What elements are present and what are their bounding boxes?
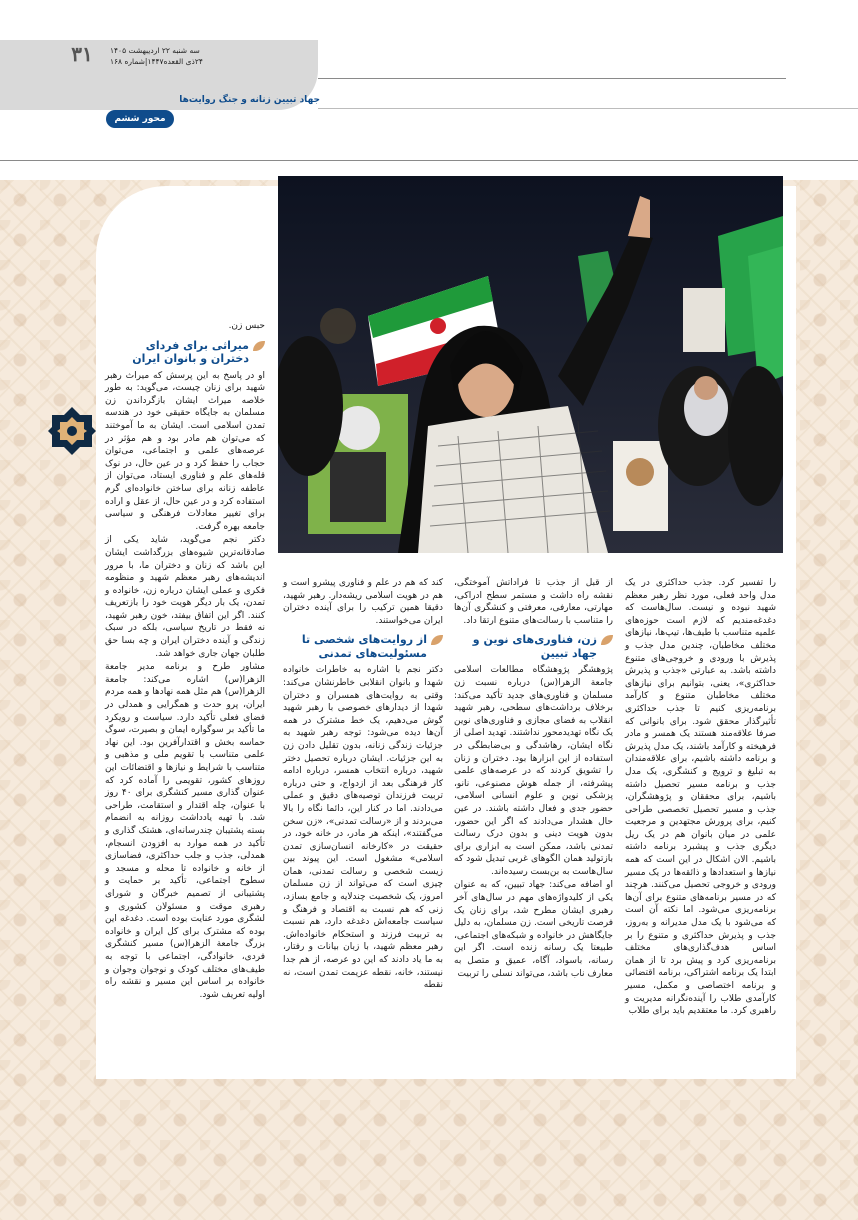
header-rule-bottom: [318, 108, 858, 109]
paragraph: او در پاسخ به این پرسش که میراث رهبر شهید برای زنان چیست، می‌گوید: به طور خلاصه میراث ایشان بازگرداندن زن مسلمان به جایگاه حقیقی خود در هندسه تمدن اسلامی است. ایشان به ما آموختند که می‌توان هم مادر بود و هم مؤثر در عرصه‌های علمی و اجتماعی، می‌توان حجاب را حفظ کرد و در عین حال، در نوک قله‌های علم و فناوری ایستاد، می‌توان از عاطفه زنانه برای ساختن خانواده‌ای گرم استفاده کرد و در عین حال، از عقل و اراده برای تغییر معادلات فرهنگی و سیاسی جامعه بهره گرفت.: [105, 370, 265, 532]
column-left: [105, 320, 265, 1002]
heading-text: میراثی برای فردای دختران و بانوان ایران: [132, 338, 249, 366]
axis-badge: محور ششم: [106, 110, 174, 128]
heading-personal-narratives: [283, 633, 443, 660]
bullet-icon: [431, 635, 443, 645]
paragraph: را تفسیر کرد. جذب حداکثری در یک مدل واحد فعلی، مورد نظر رهبر معظم شهید نبوده و نیست. سال‌هاست که دغدغه‌مندیم که لازم است حوزه‌های علمیه متناسب با طیف‌ها، تیپ‌ها، نیازهای مختلف مخاطبان، چندین مدل جذب و پذیرش با ورودی و خروجی‌های متنوع داشته باشد. به عبارتی «جذب و پذیرش حداکثری»، یعنی، بتوانیم برای نیازهای مختلف مخاطبان متنوع و کارآمد برنامه‌ریزی کنیم تا جذب حداکثری تأثیرگذار محقق شود. برای بانوانی که صرفا علاقه‌مند هستند یک همسر و مادر فرهیخته و کارآمد باشند، یک مدل پذیرش و برنامه داشته باشیم، برای علاقه‌مندان به تبلیغ و ترویج و کنشگری، یک مدل جذب و برنامه مسیر تحصیل داشته باشیم، برای محققان و پژوهشگران، جذب و مسیر تحصیل تخصصی طراحی کنیم، برای پرورش مجتهدین و مرجعیت علمی در میان بانوان هم در یک ریل دیگری جذب و پیشبرد برنامه داشته باشیم. الان اشکال در این است که همه نیازها و استعدادها و ذائقه‌ها در یک مسیر ورودی و خروجی تحصیل می‌کنند. هرچند که در مسیر برنامه‌های متنوع برای آن‌ها برنامه‌ریزی می‌شود. اما نکته آن است که می‌شود با یک مدل مدیرانه و به‌روز، جذب و پذیرش حداکثری و متنوع را بر اساس هدف‌گذاری‌های مختلف برنامه‌ریزی کرد و پیش برد تا از همان ابتدا یک برنامه اشتراکی، برنامه اقتضائی و برنامه اختصاصی و مکمل، مسیر کارآمدی طلاب را آینده‌نگرانه مدیریت و راهبری کرد. ما معتقدیم باید برای طلاب: [625, 578, 776, 1017]
paragraph: او اضافه می‌کند: جهاد تبیین، که به عنوان یکی از کلیدواژه‌های مهم در سال‌های آخر رهبری ایشان مطرح شد، برای زنان یک فرصت تاریخی است. زن مسلمان، به دلیل جایگاهش در خانواده و شبکه‌های اجتماعی، طبیعتا یک رسانه زنده است. اگر این رسانه، باسواد، آگاه، عمیق و متصل به معارف ناب باشد، می‌تواند نسلی را تربیت: [454, 880, 613, 979]
women-rally-photo: [278, 176, 783, 553]
column-right: [625, 577, 776, 1019]
paragraph: مشاور طرح و برنامه مدیر جامعة الزهرا(س) اشاره می‌کند: جامعة الزهرا(س) هم مثل همه نهادها و همه مردم ایران، پرو حدت و همگرایی و همدلی در فضای فعلی تأکید دارد. سیاست و رویکرد ما تأکید بر سوگواره ایمان و بصیرت، سوگ حماسه بخش و اقتدارآفرین بود. این نهاد علمی متناسب با تقویم ملی و مذهبی و متناسب با شرایط و نیازها و اقتضائات این روزهای کشور، تقویمی را آماده کرد که عنوان گذاری مسیر کنشگری برای ۴۰ روز با عنوان، چله اقتدار و استقامت، طراحی شد. با تهیه یادداشت روزانه به انضمام بسته پشتیبان چندرسانه‌ای، هشتک گذاری و تأکید در همه موارد به افزودن انسجام، همدلی، جذب و جلب حداکثری، فضاسازی از خانه و خانواده تا محله و مسجد و سطوح اجتماعی، تأکید بر حمایت و پشتیبانی از تصمیم خبرگان و شورای رهبری موقت و مسئولان کشوری و لشگری مورد عنایت بوده است. دغدغه این بوده که مشترک برای کل ایران و خانواده بزرگ جامعة الزهرا(س) مسیر کنشگری فردی، خانوادگی، اجتماعی با توجه به طیف‌های مختلف کودک و نوجوان وجوان و خانواده بر اساس این مسیر و نقشه راه اولیه تعریف شود.: [105, 662, 265, 1000]
paragraph: کند که هم در علم و فناوری پیشرو است و هم در هویت اسلامی ریشه‌دار. رهبر شهید، دقیقا همین ترکیب را برای آینده دختران ایران می‌خواستند.: [283, 578, 443, 626]
paragraph-tail: حبس زن.: [228, 321, 265, 331]
date-line-1: سه شنبه ۲۲ اردیبهشت ۱۴۰۵: [110, 46, 200, 55]
section-title: جهاد تبیین زنانه و جنگ روایت‌ها: [179, 95, 320, 105]
ornament-icon: [46, 405, 98, 457]
paragraph: دکتر نجم می‌گوید، شاید یکی از صادقانه‌ترین شیوه‌های بزرگداشت ایشان این باشد که زنان و دختران ما، با مرور اندیشه‌های رهبر معظم شهید و منظومه فکری و عملی ایشان درباره زن، خانواده و تمدن، یک بار دیگر هویت خود را بازتعریف کنند. اگر این اتفاق بیفتد، خون رهبر شهید، نه فقط در تاریخ سیاسی، بلکه در سبک زندگی و آینده دختران ایران و چه بسا حق طلبان جهان جاری خواهد شد.: [105, 535, 265, 659]
bullet-icon: [601, 635, 613, 645]
paragraph: دکتر نجم با اشاره به خاطرات خانواده شهدا و بانوان انقلابی خاطرنشان می‌کند: وقتی به روایت‌های همسران و دختران شهدا از دیدارهای خصوصی با رهبر شهید گوش می‌دهیم، یک خط مشترک در همه آن‌ها دیده می‌شود: توجه رهبر شهید به جزئیات زندگی زنانه، بدون تقلیل دادن زن به این جزئیات. ایشان درباره تحصیل دختر شهید، درباره انتخاب همسر، درباره ادامه کار فرهنگی بعد از ازدواج، و حتی درباره تربیت فرزندان توصیه‌های دقیق و عملی می‌دادند. اما در کنار این، دائما نگاه را بالا می‌بردند و از «رسالت تمدنی»، «زن سخن می‌گفتند»، اینکه هر مادر، در خانه خود، در حقیقت در «کارخانه انسان‌سازی تمدن اسلامی» مشغول است. این پیوند بین زیست شخصی و رسالت تمدنی، همان چیزی است که می‌تواند از زن مسلمان امروز، یک شخصیت چندلایه و جامع بسازد، زنی که هم نسبت به اقتصاد و فرهنگ و سیاست جامعه‌اش دغدغه دارد، هم نسبت به تربیت فرزند و استحکام خانواده‌اش. رهبر معظم شهید، با زبان بیانات و رفتار، به ما یاد دادند که این دو عرصه، از هم جدا نیستند، خانه، نقطه عزیمت تمدن است، نه نقطه: [283, 665, 443, 991]
section-divider: [0, 160, 858, 161]
paragraph: از قبل از جذب تا فراداتش آموختگی، نقشه راه داشت و مستمر سطح ادراکی، مهارتی، معارفی، معرفتی و کنشگری آن‌ها را متناسب با رسالت‌های متنوع ارتقا داد.: [454, 578, 613, 626]
paragraph: پژوهشگر پژوهشگاه مطالعات اسلامی جامعة الزهرا(س) درباره نسبت زن مسلمان و فناوری‌های جدید تأکید می‌کند: برخلاف برداشت‌های سطحی، رهبر شهید انقلاب به فضای مجازی و فناوری‌های نوین یک نگاه تهدید‌محور نداشتند. تهدید اصلی از نگاه ایشان، رها‌شدگی و بی‌ضابطگی در استفاده از این ابزارها بود. دختران و زنان را تشویق کردند که در عرصه‌های علمی پیشرفته، از جمله هوش مصنوعی، نانو، پزشکی نوین و علوم انسانی اسلامی، حضور جدی و فعال داشته باشند. در عین حال هشدار می‌دادند که اگر این حضور، بدون هویت دینی و بدون درک رسالت تمدنی باشد، ممکن است به ابزاری برای بازتولید همان الگوهای غربی تبدیل شود که سال‌هاست به بن‌بست رسیده‌اند.: [454, 665, 613, 877]
date-line-2: ۲۴ذی القعده۱۴۴۷|شماره ۱۶۸: [110, 57, 203, 66]
heading-women-technology: [454, 633, 613, 660]
heading-legacy: [105, 339, 265, 366]
column-mid-left: [283, 577, 443, 993]
header-rule-top: [318, 78, 786, 79]
heading-text: زن، فناوری‌های نوین و جهاد تبیین: [472, 633, 597, 660]
page-number: ۳۱: [71, 42, 93, 66]
heading-text: از روایت‌های شخصی تا مسئولیت‌های تمدنی: [301, 633, 427, 660]
bullet-icon: [253, 341, 265, 351]
column-mid-right: [454, 577, 613, 981]
